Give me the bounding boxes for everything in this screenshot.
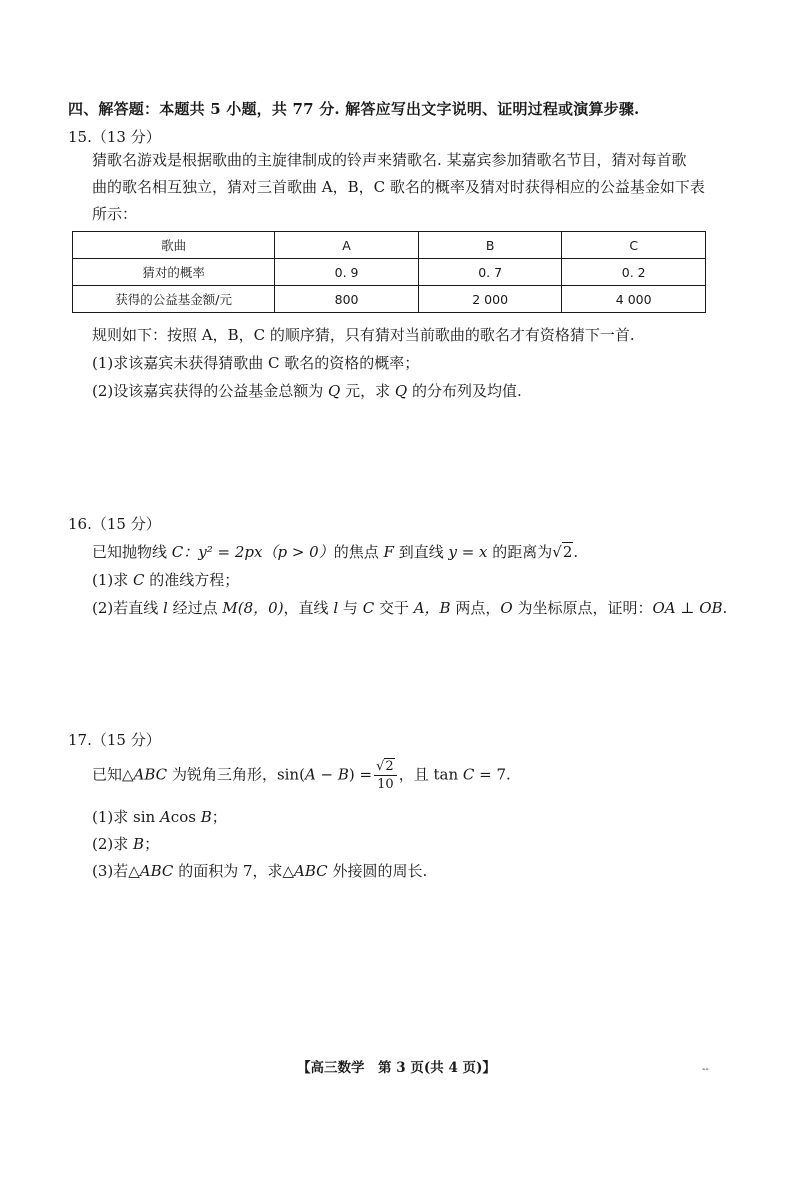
table-row: [73, 259, 706, 286]
question-17-part-1: (1)求 sin Acos B；: [92, 808, 227, 826]
section-title: 四、解答题：本题共 5 小题，共 77 分. 解答应写出文字说明、证明过程或演算步骤.: [68, 100, 640, 118]
question-17-stem: 已知△ABC 为锐角三角形，sin(A − B) = $\frac{√2}{10}$ ，且 tan C = 7.: [92, 759, 511, 792]
question-15-line-2: 曲的歌名相互独立，猜对三首歌曲 A，B，C 歌名的概率及猜对时获得相应的公益基金如下表: [92, 178, 705, 196]
table-cell: 歌曲: [73, 232, 275, 259]
question-17-number: 17.（15 分）: [68, 731, 161, 749]
table-cell: A: [275, 232, 419, 259]
question-16-part-2: (2)若直线 l 经过点 M(8，0)，直线 l 与 C 交于 A，B 两点，O 为坐标原点，证明：OA ⊥ OB.: [92, 599, 728, 617]
probability-table: [72, 231, 706, 313]
question-15-line-3: 所示：: [92, 205, 138, 223]
question-15-part-1: (1)求该嘉宾未获得猜歌曲 C 歌名的资格的概率；: [92, 354, 420, 372]
sqrt-expression: √2: [552, 543, 573, 561]
table-cell: 猜对的概率: [73, 259, 275, 286]
table-cell: 2 000: [418, 286, 562, 313]
table-row: [73, 286, 706, 313]
question-16-stem: 已知抛物线 C：y² = 2px（p > 0）的焦点 F 到直线 y = x 的距离为√2.: [92, 543, 579, 561]
question-16-part-1: (1)求 C 的准线方程；: [92, 571, 240, 589]
question-17-part-2: (2)求 B；: [92, 835, 160, 853]
question-15-number: 15.（13 分）: [68, 128, 161, 146]
table-cell: 800: [275, 286, 419, 313]
question-17-part-3: (3)若△ABC 的面积为 7，求△ABC 外接圆的周长.: [92, 862, 428, 880]
table-header-row: [73, 232, 706, 259]
question-15-part-2: (2)设该嘉宾获得的公益基金总额为 Q 元，求 Q 的分布列及均值.: [92, 382, 522, 400]
table-cell: 0. 9: [275, 259, 419, 286]
page-footer: 【高三数学 第 3 页(共 4 页)】: [297, 1060, 496, 1076]
question-15-line-1: 猜歌名游戏是根据歌曲的主旋律制成的铃声来猜歌名. 某嘉宾参加猜歌名节目，猜对每首歌: [92, 151, 687, 169]
table-cell: 获得的公益基金额/元: [73, 286, 275, 313]
question-16-number: 16.（15 分）: [68, 515, 161, 533]
table-cell: 0. 2: [562, 259, 706, 286]
table-cell: C: [562, 232, 706, 259]
footer-mark: --: [702, 1064, 709, 1075]
table-cell: 4 000: [562, 286, 706, 313]
table-cell: 0. 7: [418, 259, 562, 286]
table-cell: B: [418, 232, 562, 259]
question-15-rule: 规则如下：按照 A，B，C 的顺序猜，只有猜对当前歌曲的歌名才有资格猜下一首.: [92, 326, 635, 344]
fraction-expression: $\frac{√2}{10}$: [374, 760, 397, 791]
